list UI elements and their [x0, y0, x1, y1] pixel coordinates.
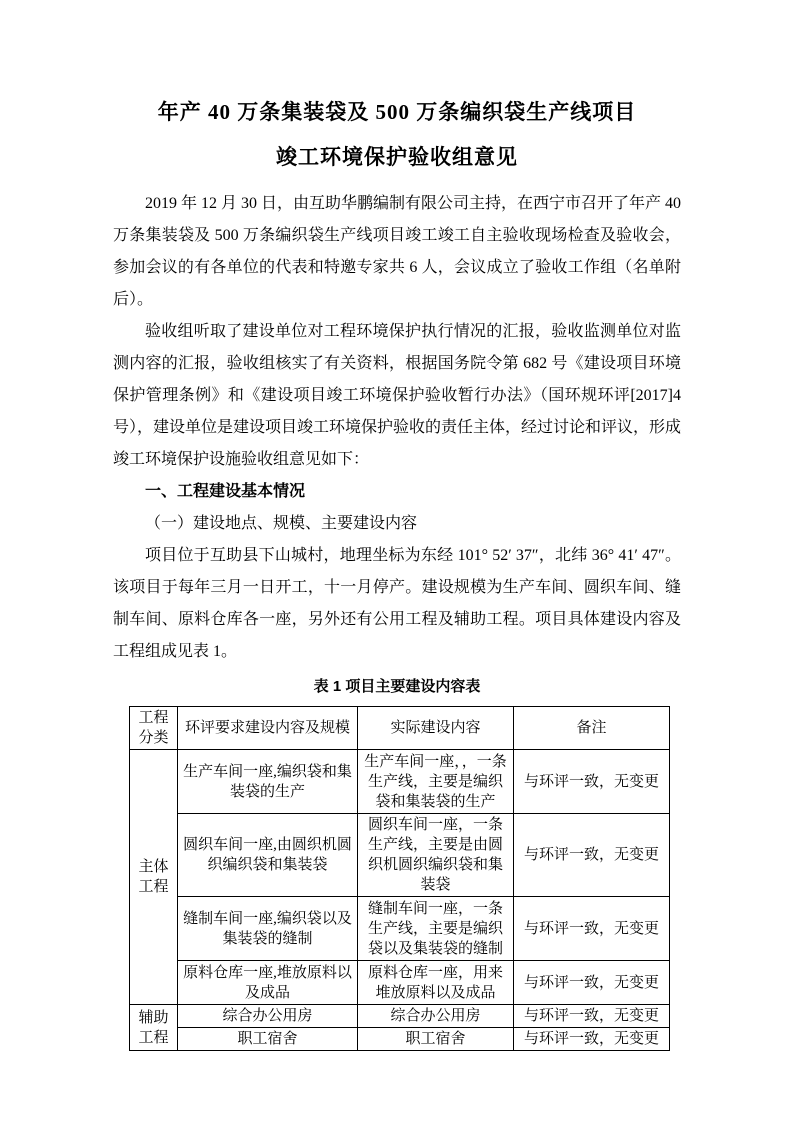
- table-cell: 原料仓库一座,堆放原料以及成品: [178, 961, 358, 1005]
- table-header-row: [130, 707, 670, 750]
- title-line-2-part-1: 竣工环境保护: [276, 145, 408, 169]
- group-cell-main-works: 主体工程: [130, 750, 178, 1005]
- paragraph-review-basis: 验收组听取了建设单位对工程环境保护执行情况的汇报，验收监测单位对监测内容的汇报，验收组核实了有关资料，根据国务院令第 682 号《建设项目环境保护管理条例》和《建设项目竣工环境保护验收暂行办法》（国环规环评[2017]4 号），建设单位是建设项目竣工环境保护验收的责任主体，经过讨论和评议，形成竣工环境保护设施验收组意见如下：: [113, 323, 682, 468]
- table-row: [130, 897, 670, 961]
- table-cell: 缝制车间一座,编织袋以及集装袋的缝制: [178, 897, 358, 961]
- header-cell-remark: 备注: [514, 707, 670, 750]
- table-cell: 原料仓库一座，用来堆放原料以及成品: [358, 961, 514, 1005]
- group-cell-auxiliary-works: 辅助工程: [130, 1005, 178, 1051]
- paragraph-meeting-intro: 2019 年 12 月 30 日，由互助华鹏编制有限公司主持，在西宁市召开了年产 40 万条集装袋及 500 万条编织袋生产线项目竣工竣工自主验收现场检查及验收会，参加会议的有各单位的代表和特邀专家共 6 人，会议成立了验收工作组（名单附后）。: [113, 195, 682, 308]
- table-cell: 职工宿舍: [358, 1028, 514, 1051]
- header-cell-category: 工程分类: [130, 707, 178, 750]
- section-heading-1-1: （一）建设地点、规模、主要建设内容: [145, 515, 418, 532]
- header-cell-actual: 实际建设内容: [358, 707, 514, 750]
- table-row: [130, 750, 670, 814]
- paragraph-project-location: 项目位于互助县下山城村，地理坐标为东经 101° 52′ 37″，北纬 36° 41′ 47″。该项目于每年三月一日开工，十一月停产。建设规模为生产车间、圆织车间、缝制车间、原料仓库各一座，另外还有公用工程及辅助工程。项目具体建设内容及工程组成见表 1。: [113, 547, 681, 660]
- table-cell: 生产车间一座，，一条生产线，主要是编织袋和集装袋的生产: [358, 750, 514, 814]
- title-line-1: 年产 40 万条集装袋及 500 万条编织袋生产线项目: [157, 100, 637, 124]
- table-cell: 缝制车间一座，一条生产线，主要是编织袋以及集装袋的缝制: [358, 897, 514, 961]
- table-row: [130, 1005, 670, 1028]
- table-cell: 综合办公用房: [178, 1005, 358, 1028]
- table-cell: 圆织车间一座,由圆织机圆织编织袋和集装袋: [178, 814, 358, 897]
- table-row: [130, 814, 670, 897]
- title-line-2-part-2: 验收组意见: [408, 146, 518, 169]
- title-line-2: [113, 135, 681, 180]
- table-cell: 圆织车间一座，一条生产线，主要是由圆织机圆织编织袋和集装袋: [358, 814, 514, 897]
- table-cell: 与环评一致，无变更: [514, 750, 670, 814]
- table-row: [130, 1028, 670, 1051]
- table-cell: 生产车间一座,编织袋和集装袋的生产: [178, 750, 358, 814]
- header-cell-eia-required: 环评要求建设内容及规模: [178, 707, 358, 750]
- table-cell: 与环评一致，无变更: [514, 961, 670, 1005]
- construction-content-table: [129, 706, 670, 1051]
- table-cell: 职工宿舍: [178, 1028, 358, 1051]
- table-caption: 表 1 项目主要建设内容表: [313, 678, 481, 695]
- table-cell: 与环评一致，无变更: [514, 814, 670, 897]
- table-cell: 与环评一致，无变更: [514, 1028, 670, 1051]
- table-row: [130, 961, 670, 1005]
- table-cell: 与环评一致，无变更: [514, 897, 670, 961]
- section-heading-1: 一、工程建设基本情况: [145, 483, 306, 500]
- document-title: [113, 90, 681, 180]
- table-cell: 与环评一致，无变更: [514, 1005, 670, 1028]
- table-cell: 综合办公用房: [358, 1005, 514, 1028]
